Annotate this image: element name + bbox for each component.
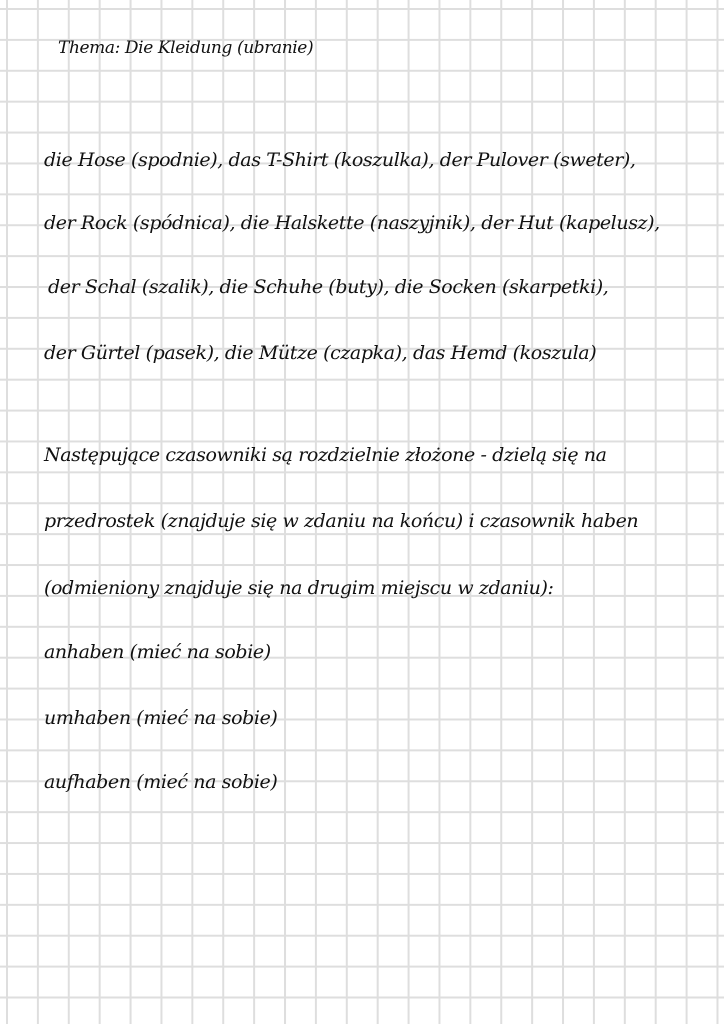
explanation-line-3: (odmieniony znajduje się na drugim miejscu w zdaniu): (44, 577, 554, 599)
verb-umhaben: umhaben (mieć na sobie) (44, 707, 278, 729)
page-title: Thema: Die Kleidung (ubranie) (58, 38, 314, 58)
explanation-line-1: Następujące czasowniki są rozdzielnie złożone - dzielą się na (44, 444, 607, 466)
verb-anhaben: anhaben (mieć na sobie) (44, 641, 271, 663)
vocabulary-line-4: der Gürtel (pasek), die Mütze (czapka), das Hemd (koszula) (44, 342, 597, 364)
vocabulary-line-1: die Hose (spodnie), das T-Shirt (koszulka), der Pulover (sweter), (44, 149, 636, 171)
verb-aufhaben: aufhaben (mieć na sobie) (44, 771, 278, 793)
vocabulary-line-2: der Rock (spódnica), die Halskette (naszyjnik), der Hut (kapelusz), (44, 212, 660, 234)
explanation-line-2: przedrostek (znajduje się w zdaniu na końcu) i czasownik haben (44, 510, 639, 532)
vocabulary-line-3: der Schal (szalik), die Schuhe (buty), die Socken (skarpetki), (48, 276, 609, 298)
